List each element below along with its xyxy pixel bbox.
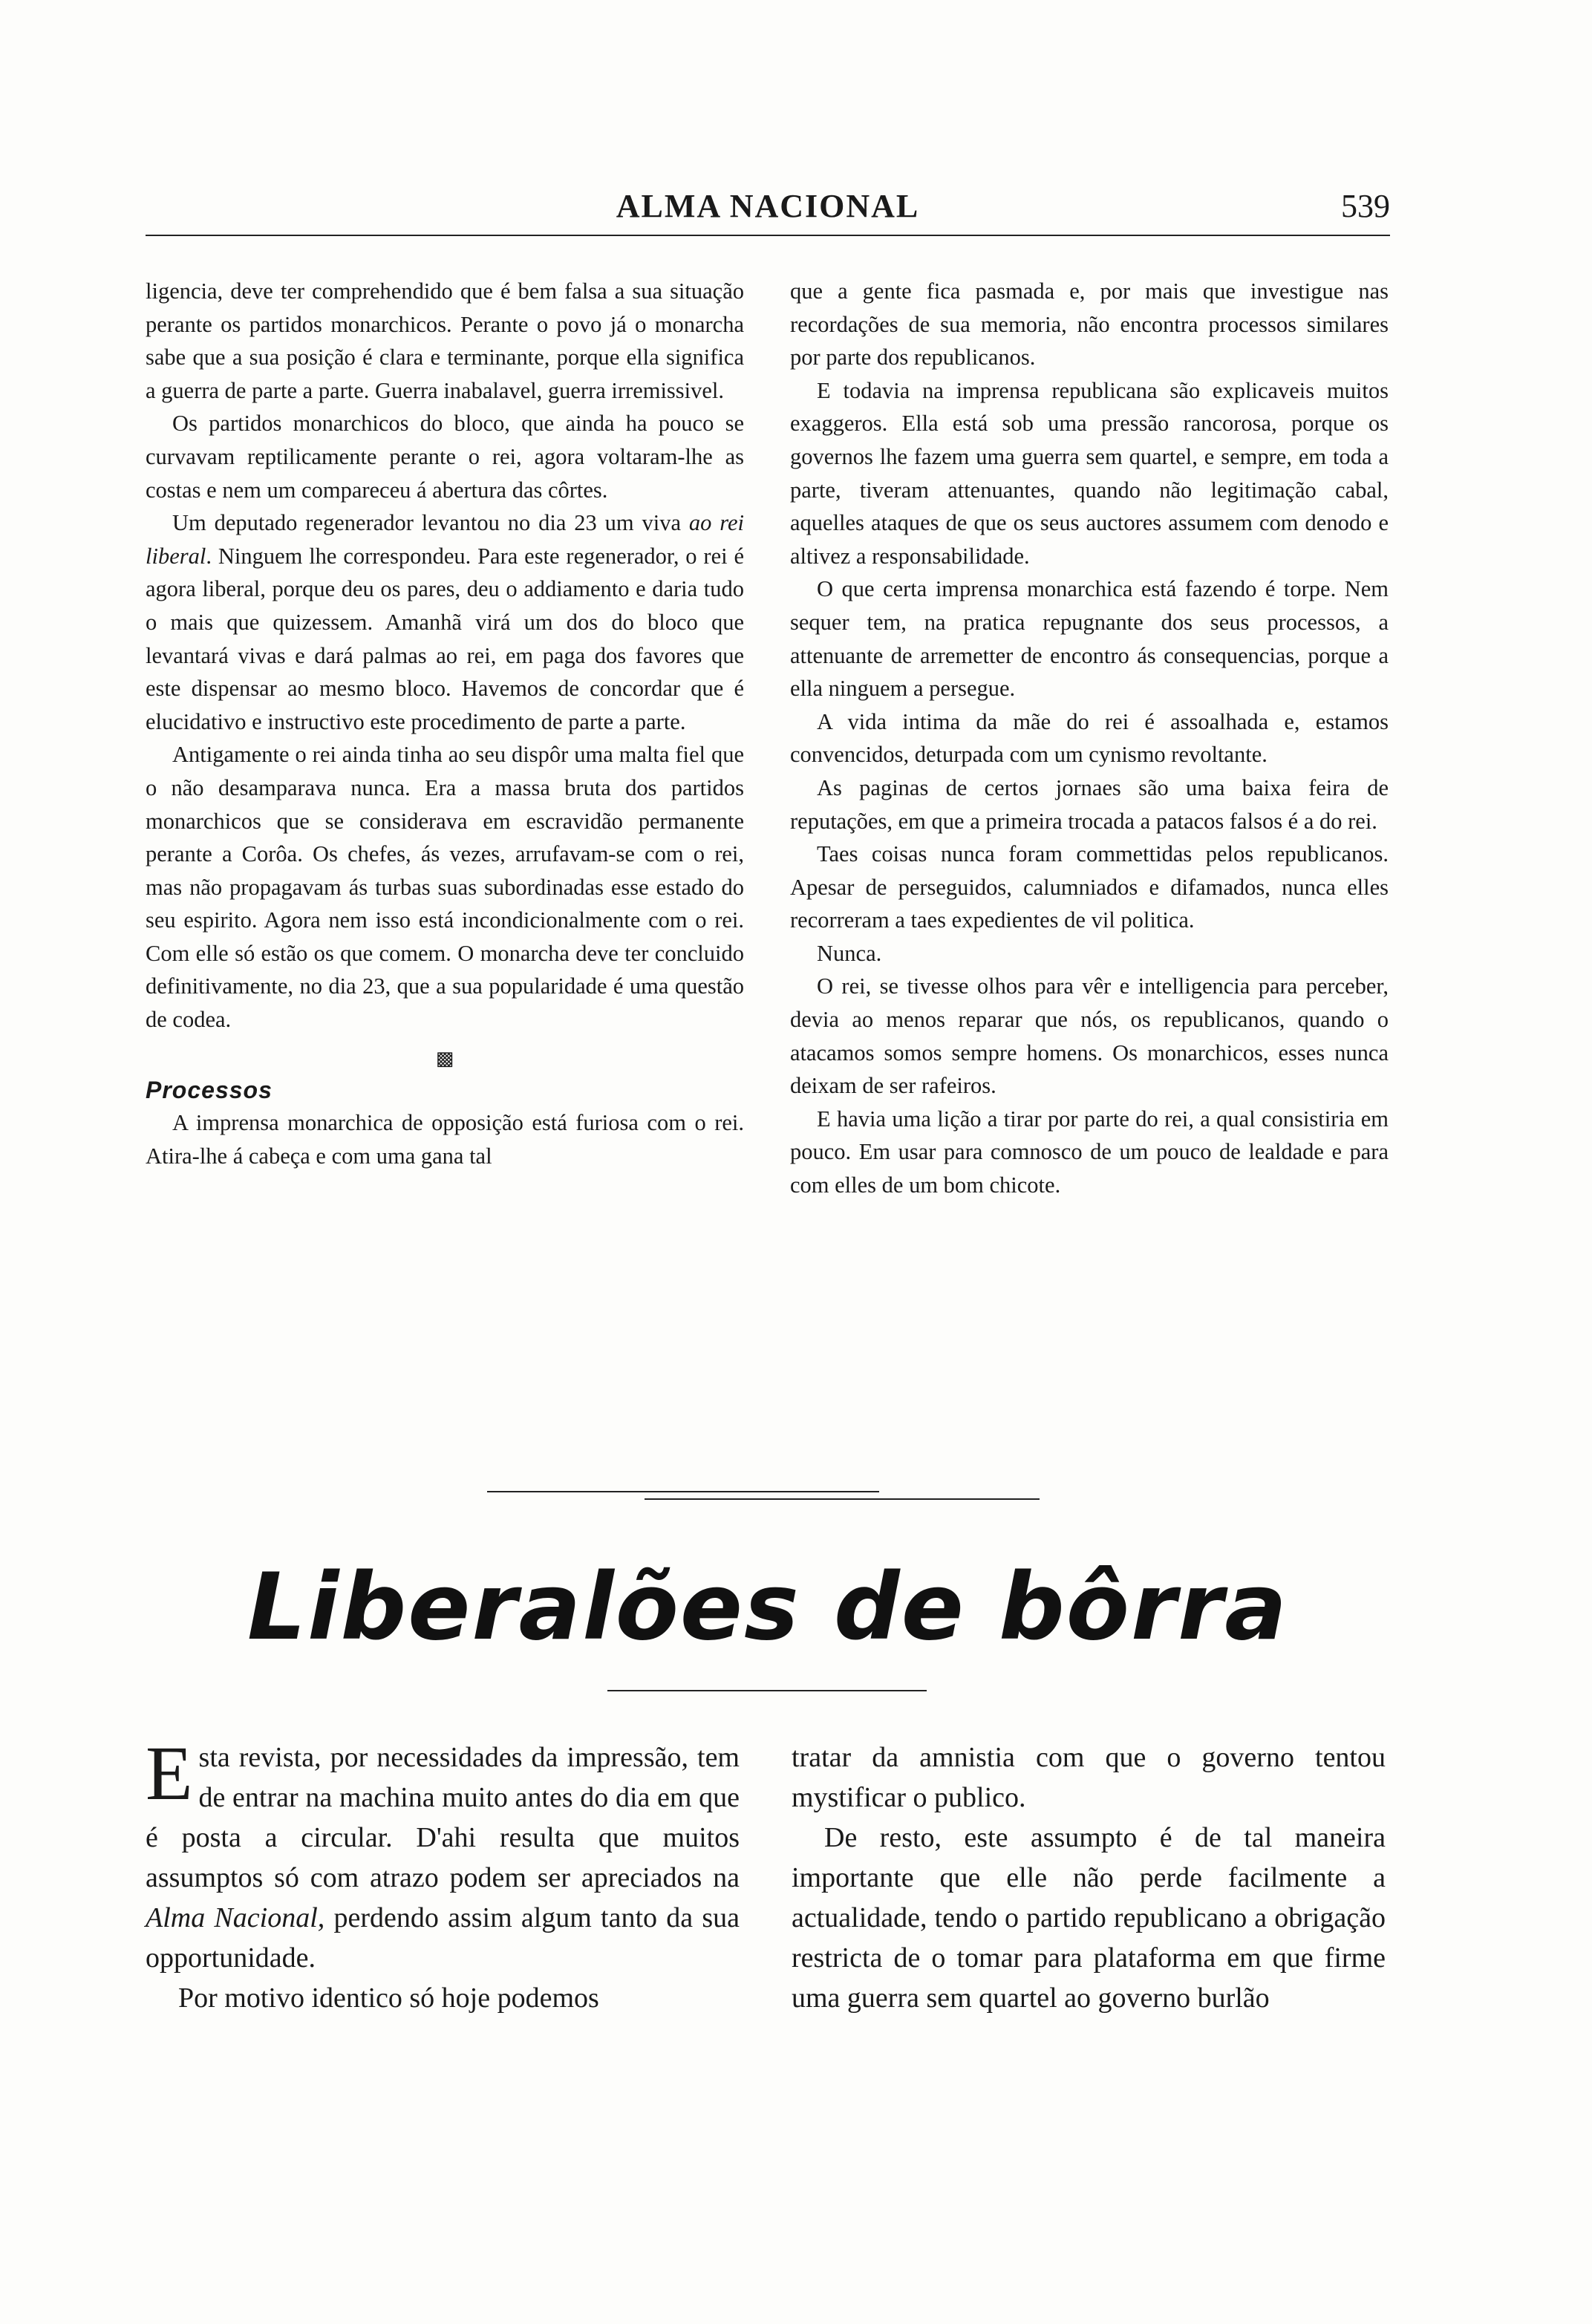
italic-phrase: ao rei liberal [146, 510, 745, 569]
paragraph: ligencia, deve ter comprehendido que é bem falsa a sua situação perante os partidos monarchicos. Perante o povo já o monarcha sabe que a sua posição é clara e terminante, porque ella significa a guerra de parte a parte. Guerra inabalavel, guerra irremissivel. [146, 278, 744, 403]
paragraph: As paginas de certos jornaes são uma baixa feira de reputações, em que a primeira trocada a patacos falsos é a do rei. [790, 774, 1389, 834]
page-number: 539 [1341, 188, 1390, 224]
header-rule [146, 235, 1390, 236]
text-run: sta revista, por necessidades da impressão, tem de entrar na machina muito antes do dia em que é posta a circular. D'ahi resulta que muitos assumptos só com atrazo podem ser apreciados na [146, 1742, 740, 1893]
paragraph: O que certa imprensa monarchica está fazendo é torpe. Nem sequer tem, na pratica repugnante dos seus processos, a attenuante de arremetter de encontro ás consequencias, porque a ella ninguem a persegue. [790, 576, 1389, 702]
paragraph [146, 506, 744, 738]
paragraph: De resto, este assumpto é de tal maneira importante que elle não perde facilmente a actualidade, tendo o partido republicano a obrigação restricta de o tomar para plataforma em que firme uma guerra sem quartel ao governo burlão [792, 1822, 1386, 2014]
paragraph: Nunca. [817, 940, 882, 966]
paragraph: tratar da amnistia com que o governo tentou mystificar o publico. [792, 1742, 1386, 1813]
paragraph [146, 1731, 740, 1978]
paragraph: E todavia na imprensa republicana são explicaveis muitos exaggeros. Ella está sob uma pressão rancorosa, porque os governos lhe fazem uma guerra sem quartel, e sempre, em toda a parte, tiveram attenuantes, quando não legitimação cabal, aquelles ataques de que os seus auctores assumem com denodo e altivez a responsabilidade. [790, 377, 1389, 569]
upper-right-column [790, 275, 1389, 1202]
upper-left-column [146, 275, 744, 1172]
ornament-icon: ▩ [435, 1047, 454, 1070]
paragraph: Por motivo identico só hoje podemos [178, 1982, 599, 2014]
article-title: Liberalões de bôrra [247, 1554, 1288, 1661]
paragraph: E havia uma lição a tirar por parte do rei, a qual consistiria em pouco. Em usar para comnosco de um pouco de lealdade e para com elles de um bom chicote. [790, 1106, 1389, 1198]
decorative-rule [607, 1690, 927, 1691]
text-run: . Ninguem lhe correspondeu. Para este regenerador, o rei é agora liberal, porque deu os pares, deu o addiamento e daria tudo o mais que quizessem. Amanhã virá um dos do bloco que levantará vivas e dará palmas ao rei, em paga dos favores que este dispensar ao mesmo bloco. Havemos de concordar que é elucidativo e instructivo este procedimento de parte a parte. [146, 543, 744, 734]
paragraph: Antigamente o rei ainda tinha ao seu dispôr uma malta fiel que o não desamparava nunca. Era a massa bruta dos partidos monarchicos que se considerava em escravidão permanente perante a Corôa. Os chefes, ás vezes, arrufavam-se com o rei, mas não propagavam ás turbas suas subordinadas esse estado do seu espirito. Agora nem isso está incondicionalmente com o rei. Com elle só estão os que comem. O monarcha deve ter concluido definitivamente, no dia 23, que a sua popularidade é uma questão de codea. [146, 742, 744, 1033]
text-run: perdendo assim algum tanto da sua opportunidade. [146, 1902, 740, 1974]
drop-cap: E [146, 1731, 193, 1816]
paragraph: O rei, se tivesse olhos para vêr e intelligencia para perceber, devia ao menos reparar que nós, os republicanos, quando o atacamos somos sempre homens. Os monarchicos, esses nunca deixam de ser rafeiros. [790, 973, 1389, 1099]
article-left-column [146, 1731, 740, 2018]
paragraph: que a gente fica pasmada e, por mais que investigue nas recordações de sua memoria, não encontra processos similares por parte dos republicanos. [790, 278, 1389, 371]
italic-phrase: Alma Nacional, [146, 1902, 325, 1933]
paragraph: A imprensa monarchica de opposição está furiosa com o rei. Atira-lhe á cabeça e com uma gana tal [146, 1110, 744, 1169]
paragraph: Taes coisas nunca foram commettidas pelos republicanos. Apesar de perseguidos, calumniados e difamados, nunca elles recorreram a taes expedientes de vil politica. [790, 841, 1389, 933]
text-run: Um deputado regenerador levantou no dia 23 um viva [172, 510, 689, 536]
article-right-column [792, 1737, 1386, 2018]
decorative-rule [487, 1491, 879, 1492]
paragraph: Os partidos monarchicos do bloco, que ainda ha pouco se curvavam reptilicamente perante o rei, agora voltaram-lhe as costas e nem um compareceu á abertura das côrtes. [146, 411, 744, 503]
running-title: ALMA NACIONAL [616, 188, 920, 224]
section-heading: Processos [146, 1076, 273, 1103]
paragraph: A vida intima da mãe do rei é assoalhada e, estamos convencidos, deturpada com um cynismo revoltante. [790, 708, 1389, 768]
running-header [146, 184, 1390, 236]
decorative-rule [645, 1498, 1040, 1500]
